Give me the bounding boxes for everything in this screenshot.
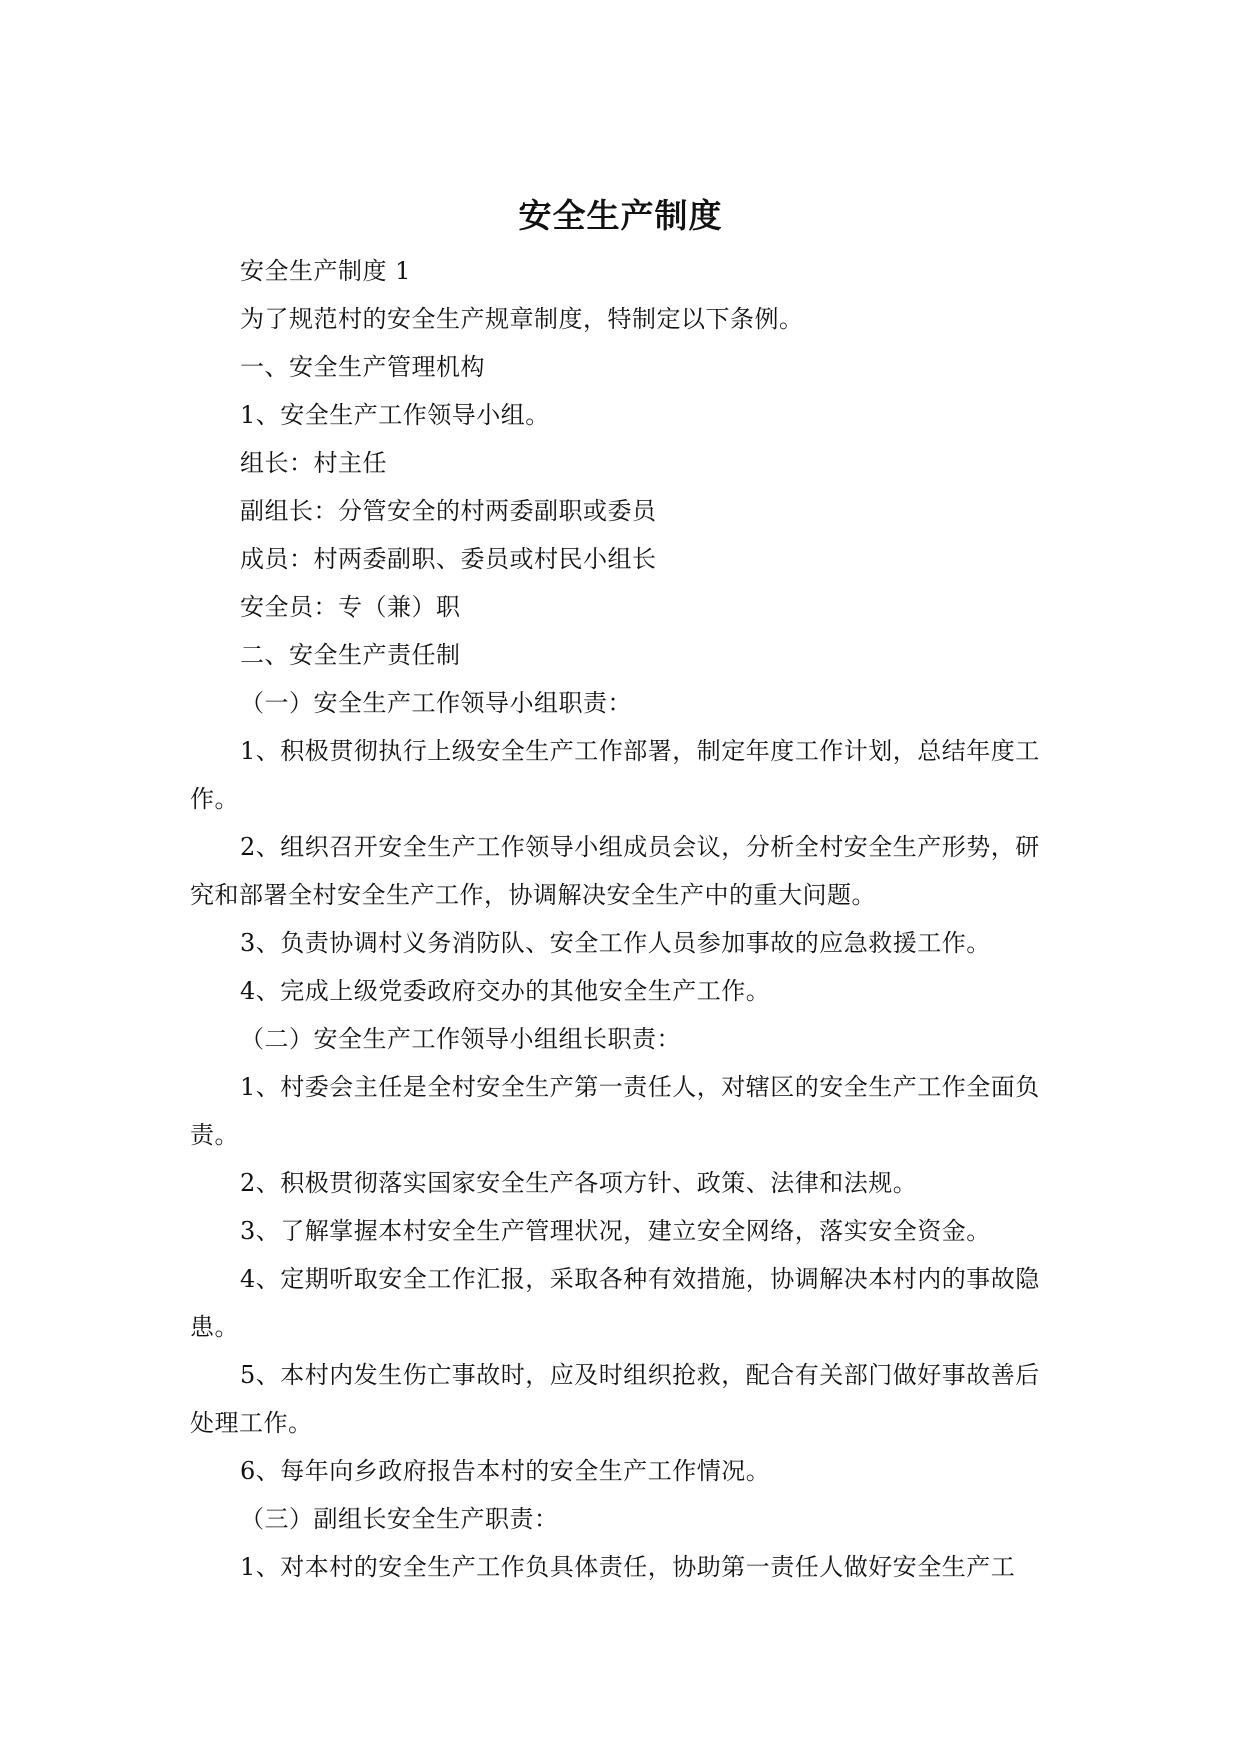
paragraph-line: 4、完成上级党委政府交办的其他安全生产工作。 bbox=[240, 977, 771, 1005]
paragraph-line: 安全生产制度 1 bbox=[240, 257, 411, 285]
paragraph-line: 安全员：专（兼）职 bbox=[240, 593, 461, 621]
paragraph-line: 一、安全生产管理机构 bbox=[240, 353, 485, 381]
document-title: 安全生产制度 bbox=[518, 196, 723, 235]
paragraph-line: 1、积极贯彻执行上级安全生产工作部署，制定年度工作计划，总结年度工 bbox=[240, 737, 1040, 765]
paragraph-line: 副组长：分管安全的村两委副职或委员 bbox=[240, 497, 657, 525]
paragraph-line: 二、安全生产责任制 bbox=[240, 641, 461, 669]
paragraph-line: 3、负责协调村义务消防队、安全工作人员参加事故的应急救援工作。 bbox=[240, 929, 991, 957]
paragraph-line: 处理工作。 bbox=[190, 1409, 313, 1437]
paragraph-line: 2、积极贯彻落实国家安全生产各项方针、政策、法律和法规。 bbox=[240, 1169, 918, 1197]
paragraph-line: （一）安全生产工作领导小组职责： bbox=[240, 689, 632, 717]
paragraph-line: （三）副组长安全生产职责： bbox=[240, 1505, 559, 1533]
paragraph-line: 组长：村主任 bbox=[240, 449, 387, 477]
paragraph-line: 1、安全生产工作领导小组。 bbox=[240, 401, 550, 429]
paragraph-line: 责。 bbox=[190, 1121, 239, 1149]
paragraph-line: （二）安全生产工作领导小组组长职责： bbox=[240, 1025, 681, 1053]
paragraph-line: 3、了解掌握本村安全生产管理状况，建立安全网络，落实安全资金。 bbox=[240, 1217, 991, 1245]
paragraph-line: 患。 bbox=[190, 1313, 239, 1341]
paragraph-line: 4、定期听取安全工作汇报，采取各种有效措施，协调解决本村内的事故隐 bbox=[240, 1265, 1040, 1293]
paragraph-line: 成员：村两委副职、委员或村民小组长 bbox=[240, 545, 657, 573]
paragraph-line: 1、村委会主任是全村安全生产第一责任人，对辖区的安全生产工作全面负 bbox=[240, 1073, 1040, 1101]
paragraph-line: 2、组织召开安全生产工作领导小组成员会议，分析全村安全生产形势，研 bbox=[240, 833, 1040, 861]
paragraph-line: 究和部署全村安全生产工作，协调解决安全生产中的重大问题。 bbox=[190, 881, 876, 909]
paragraph-line: 6、每年向乡政府报告本村的安全生产工作情况。 bbox=[240, 1457, 771, 1485]
paragraph-line: 作。 bbox=[190, 785, 239, 813]
paragraph-line: 1、对本村的安全生产工作负具体责任，协助第一责任人做好安全生产工 bbox=[240, 1553, 1016, 1581]
paragraph-line: 为了规范村的安全生产规章制度，特制定以下条例。 bbox=[240, 305, 804, 333]
paragraph-line: 5、本村内发生伤亡事故时，应及时组织抢救，配合有关部门做好事故善后 bbox=[240, 1361, 1040, 1389]
